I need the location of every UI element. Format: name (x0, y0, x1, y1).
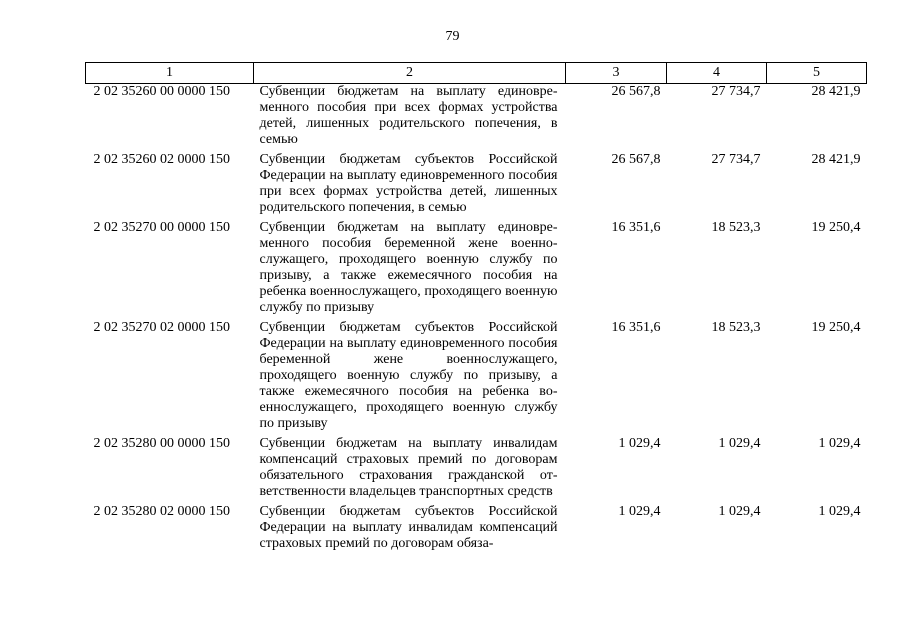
header-col-3: 3 (566, 63, 667, 84)
budget-table (85, 62, 867, 556)
row-code: 2 02 35260 00 0000 150 (93, 84, 230, 99)
table-row (86, 220, 867, 320)
table-row (86, 436, 867, 504)
row-code: 2 02 35260 02 0000 150 (93, 152, 230, 167)
row-code: 2 02 35280 02 0000 150 (93, 504, 230, 519)
row-value-col4: 27 734,7 (711, 84, 761, 99)
row-value-col3: 1 029,4 (618, 504, 661, 519)
row-code: 2 02 35270 00 0000 150 (93, 220, 230, 235)
table-row (86, 504, 867, 556)
header-col-2: 2 (254, 63, 566, 84)
row-value-col5: 28 421,9 (811, 84, 861, 99)
row-value-col4: 27 734,7 (711, 152, 761, 167)
row-code: 2 02 35270 02 0000 150 (93, 320, 230, 335)
row-value-col4: 1 029,4 (718, 436, 761, 451)
row-description: Субвенции бюджетам субъектов Российской Федерации на выплату единовременного пособия при всех формах устройства детей, лишенных родительского попечения, в семью (259, 152, 558, 215)
table-row (86, 84, 867, 153)
row-value-col5: 1 029,4 (818, 436, 861, 451)
row-value-col3: 26 567,8 (611, 84, 661, 99)
row-value-col3: 1 029,4 (618, 436, 661, 451)
row-value-col3: 16 351,6 (611, 320, 661, 335)
header-col-1: 1 (86, 63, 254, 84)
table-row (86, 152, 867, 220)
page-number: 79 (445, 29, 460, 44)
row-description: Субвенции бюджетам на выплату единовременного пособия беременной жене военнослужащего, проходящего военную службу по призыву, а также ежемесячного пособия на ребенка военнослужащего, проходящего военную службу по призыву (259, 220, 558, 315)
row-description: Субвенции бюджетам на выплату инвалидам компенсаций страховых премий по договорам обязательного страхования гражданской ответственности владельцев транспортных средств (259, 436, 558, 499)
row-value-col5: 1 029,4 (818, 504, 861, 519)
header-col-5: 5 (767, 63, 867, 84)
table-header-row (86, 63, 867, 84)
row-description: Субвенции бюджетам субъектов Российской Федерации на выплату инвалидам компенсаций страховых премий по договорам обяза- (259, 504, 558, 551)
row-value-col3: 16 351,6 (611, 220, 661, 235)
row-value-col4: 18 523,3 (711, 320, 761, 335)
header-col-4: 4 (667, 63, 767, 84)
row-value-col5: 19 250,4 (811, 220, 861, 235)
row-value-col4: 1 029,4 (718, 504, 761, 519)
row-description: Субвенции бюджетам на выплату единовременного пособия при всех формах устройства детей, лишенных родительского попечения, в семью (259, 84, 558, 147)
row-value-col5: 19 250,4 (811, 320, 861, 335)
table-row (86, 320, 867, 436)
row-value-col5: 28 421,9 (811, 152, 861, 167)
row-value-col3: 26 567,8 (611, 152, 661, 167)
row-code: 2 02 35280 00 0000 150 (93, 436, 230, 451)
row-description: Субвенции бюджетам субъектов Российской Федерации на выплату единовременного пособия беременной жене военнослужащего, проходящего военную службу по призыву, а также ежемесячного пособия на ребенка военнослужащего, проходящего военную службу по призыву (259, 320, 558, 431)
row-value-col4: 18 523,3 (711, 220, 761, 235)
